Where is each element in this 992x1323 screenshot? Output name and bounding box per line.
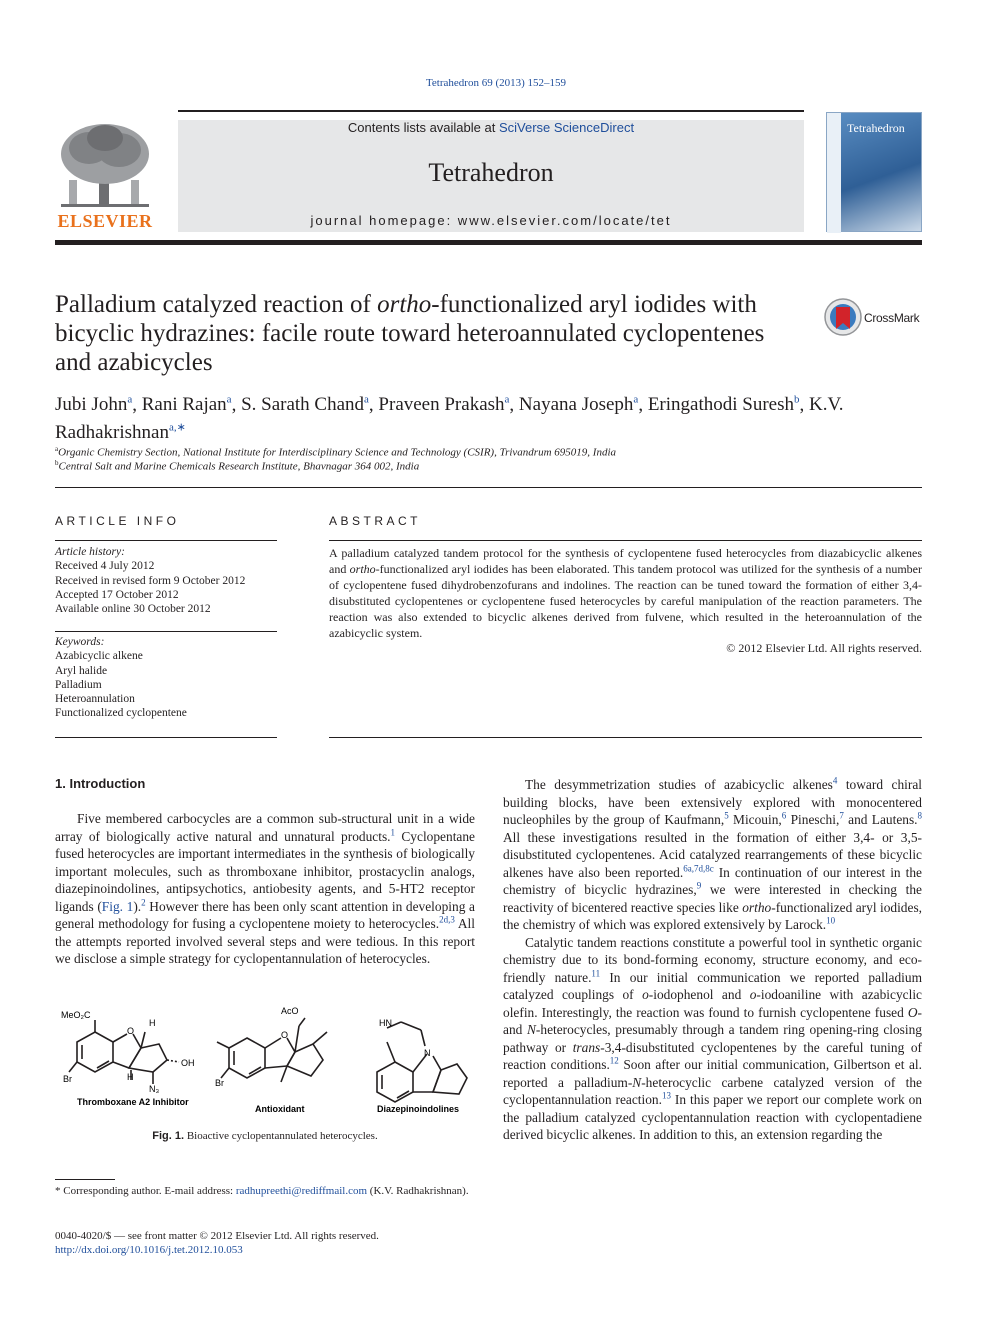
journal-cover-image[interactable] [826, 112, 922, 232]
issn-line: 0040-4020/$ — see front matter © 2012 Elsevier Ltd. All rights reserved. [55, 1230, 379, 1242]
header-top-rule [178, 110, 804, 112]
author[interactable]: Nayana Joseph$^a$ [518, 394, 639, 416]
figure-link[interactable]: Fig. 1 [101, 898, 134, 914]
figure-1-structures [55, 1002, 475, 1124]
reference-link[interactable]: 6 [781, 810, 787, 821]
molecule-name: Diazepinoindolines [377, 1104, 460, 1114]
affiliation-a: $^a$Organic Chemistry Section, National Institute for Interdisciplinary Science and Technology (CSIR), Trivandrum 695019, India [55, 445, 616, 459]
header-thick-rule [55, 240, 922, 245]
keyword: Heteroannulation [55, 693, 135, 706]
author[interactable]: Praveen Prakash$^a$ [378, 394, 510, 416]
reference-link[interactable]: 2d,3 [439, 914, 455, 925]
atom-label: H [127, 1072, 134, 1082]
sciencedirect-link[interactable]: SciVerse ScienceDirect [498, 120, 635, 135]
cover-title: Tetrahedron [847, 121, 905, 135]
abstract-copyright: © 2012 Elsevier Ltd. All rights reserved. [726, 641, 922, 655]
keyword: Aryl halide [55, 664, 108, 677]
footnote-rule [55, 1179, 115, 1180]
reference-link[interactable]: 5 [724, 810, 729, 821]
corresponding-author-footnote: * Corresponding author. E-mail address: radhupreethi@rediffmail.com (K.V. Radhakrishnan). [55, 1185, 469, 1197]
atom-label: Br [63, 1074, 72, 1084]
atom-label: N₃ [149, 1084, 160, 1094]
keywords: Keywords: Azabicyclic alkene Aryl halide Palladium Heteroannulation Functionalized cyclopentene [55, 635, 277, 721]
author[interactable]: Rani Rajan$^a$ [141, 394, 232, 416]
reference-link[interactable]: 2 [141, 897, 146, 908]
atom-label: HN [379, 1018, 392, 1028]
atom-label: H [149, 1018, 156, 1028]
journal-citation[interactable]: Tetrahedron 69 (2013) 152–159 [425, 77, 567, 89]
atom-label: MeO₂C [61, 1010, 91, 1020]
figure-1-caption: Fig. 1. Bioactive cyclopentannulated heterocycles. [152, 1130, 378, 1142]
author-list: Jubi John$^a$, Rani Rajan$^a$, S. Sarath Chand$^a$, Praveen Prakash$^a$, Nayana Joseph$^a$, Eringathodi Suresh$^b$, K.V. Radhakrishnan$^{a,∗}$ [55, 394, 844, 443]
affiliation-b: $^b$Central Salt and Marine Chemicals Research Institute, Bhavnagar 364 002, India [55, 459, 420, 473]
atom-label: O [127, 1026, 135, 1036]
author[interactable]: S. Sarath Chand$^a$ [241, 394, 369, 416]
intro-right-column [503, 776, 922, 1144]
reference-link[interactable]: 13 [661, 1090, 671, 1101]
paragraph: Five membered carbocycles are a common sub-structural unit in a wide array of biologically active natural and unnatural products.$^1$ Cyclopentane fused heterocycles are important intermediates in the synthesis of biologically important molecules, such as thromboxane inhibitor, prostacyclin analogs, diazepinoindolines, antipsychotics, antiobesity agents, and 5-HT2 receptor ligands (Fig. 1).$^2$ However there has been only scant attention in developing a general methodology for fusing a cyclopentene moiety to heterocycles.$^{2d,3}$ All the attempts reported involved several steps and were tedious. In this report we disclose a simple strategy for cyclopentannulation of heterocycles. [55, 811, 475, 966]
article-history: Article history: Received 4 July 2012 Received in revised form 9 October 2012 Accepted 17 October 2012 Available online 30 October 2012 [55, 546, 246, 616]
keyword: Functionalized cyclopentene [55, 707, 187, 720]
reference-link[interactable]: 9 [696, 880, 702, 891]
crossmark-icon [824, 297, 864, 339]
author[interactable]: Jubi John$^a$ [55, 394, 133, 416]
reference-link[interactable]: 12 [609, 1055, 619, 1066]
email-link[interactable]: radhupreethi@rediffmail.com [235, 1185, 368, 1197]
reference-link[interactable]: 7 [839, 810, 844, 821]
figure-1 [55, 1002, 475, 1124]
doi-link[interactable]: http://dx.doi.org/10.1016/j.tet.2012.10.053 [55, 1244, 243, 1256]
reference-link[interactable]: 11 [591, 968, 601, 979]
reference-link[interactable]: 6a,7d,8c [683, 863, 714, 874]
atom-label: AcO [281, 1006, 299, 1016]
molecule-name: Antioxidant [255, 1104, 305, 1114]
article-footer [55, 1229, 475, 1257]
abstract-text: A palladium catalyzed tandem protocol for the synthesis of cyclopentene fused heterocycles from diazabicyclic alkenes and ortho-functionalized aryl iodides has been elaborated. This tandem protocol was utilized for the synthesis of a number of cyclopentene fused dihydrobenzofurans and indolines. The reaction can be tuned toward the formation of either 3,4-disubstituted cyclopentenes or cyclopentene fused heterocycles by careful manipulation of the reaction parameters. The reaction was also extended to bicyclic alkenes derived from fulvene, which resulted in the heteroannulation of the azabicyclic system. [329, 546, 922, 640]
elsevier-wordmark: ELSEVIER [57, 211, 153, 231]
author[interactable]: Eringathodi Suresh$^b$ [647, 394, 800, 416]
section-rule [55, 487, 922, 488]
journal-homepage[interactable]: journal homepage: www.elsevier.com/locate/tet [310, 213, 672, 228]
paper-title: Palladium catalyzed reaction of ortho-functionalized aryl iodides with bicyclic hydrazines: facile route toward heteroannulated cyclopentenes and azabicycles [55, 291, 765, 376]
reference-link[interactable]: 1 [390, 827, 396, 838]
keyword: Palladium [55, 678, 102, 691]
atom-label: N [424, 1048, 431, 1058]
paragraph: The desymmetrization studies of azabicyclic alkenes$^4$ toward chiral building blocks, have been extensively explored with monocentered nucleophiles by the group of Kaufmann,$^5$ Micouin,$^6$ Pineschi,$^7$ and Lautens.$^8$ All these investigations resulted in the formation of either 3,4- or 3,5-disubstituted cyclopentenes. Acid catalyzed rearrangements of these bicyclic alkenes have also been reported.$^{6a,7d,8c}$ In continuation of our interest in the chemistry of bicyclic hydrazines,$^9$ we were interested in checking the reactivity of bicentered reactive species like ortho-functionalized aryl iodides, the chemistry of which was explored extensively by Larock.$^{10}$ [503, 775, 923, 932]
article-info-heading: ARTICLE INFO [55, 514, 180, 528]
atom-label: Br [215, 1078, 224, 1088]
section-heading-introduction: 1. Introduction [55, 776, 146, 791]
journal-title: Tetrahedron [428, 158, 554, 187]
paragraph: Catalytic tandem reactions constitute a powerful tool in synthetic organic chemistry due to its bond-forming economy, structure economy, and eco-friendly nature.$^{11}$ In our initial communication we reported palladium catalyzed couplings of o-iodophenol and o-iodoaniline with azabicyclic olefin. Interestingly, the reaction was found to furnish cyclopentene fused O- and N-heterocycles, presumably through a tandem ring opening-ring closing pathway or trans-3,4-disubstituted cyclopentenes by the careful tuning of reaction conditions.$^{12}$ Soon after our initial communication, Gilbertson et al. reported a palladium-N-heterocyclic carbene catalyzed version of the cyclopentannulation reaction.$^{13}$ In this paper we report our complete work on the palladium catalyzed cyclopentannulation reaction with cyclopentadiene derived bicyclic alkenes. In addition to this, an extension regarding the [503, 934, 923, 1142]
atom-label: OH [181, 1058, 195, 1068]
reference-link[interactable]: 10 [826, 915, 836, 926]
crossmark-label: CrossMark [864, 311, 920, 325]
intro-left-column [55, 810, 475, 968]
journal-banner [178, 120, 804, 232]
keyword: Azabicyclic alkene [55, 650, 143, 663]
author[interactable]: K.V. Radhakrishnan$^{a,∗}$ [55, 394, 844, 443]
abstract-heading: ABSTRACT [329, 514, 422, 528]
atom-label: O [281, 1030, 289, 1040]
reference-link[interactable]: 8 [917, 810, 923, 821]
crossmark-badge[interactable] [824, 297, 924, 339]
contents-line: Contents lists available at SciVerse ScienceDirect [347, 120, 635, 135]
molecule-name: Thromboxane A2 Inhibitor [77, 1097, 189, 1107]
reference-link[interactable]: 4 [832, 775, 838, 786]
